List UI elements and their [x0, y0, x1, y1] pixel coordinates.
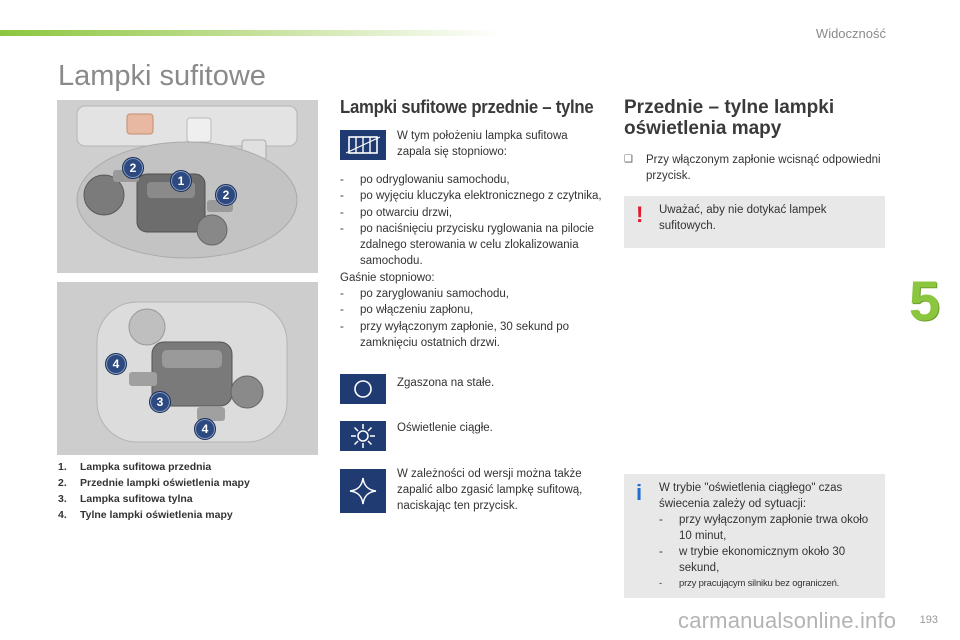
door-mode-icon — [340, 130, 386, 160]
list-item: - przy pracującym silniku bez ograniczeń. — [659, 578, 840, 589]
on-mode-icon — [340, 421, 386, 451]
legend-item: 4. Tylne lampki oświetlenia mapy — [58, 509, 233, 521]
map-lamps-heading: Przednie – tylne lampki oświetlenia mapy — [624, 97, 835, 139]
list-item: - po otwarciu drzwi, — [340, 206, 453, 219]
list-item: - po zaryglowaniu samochodu, — [340, 288, 509, 301]
info-intro: W trybie "oświetlenia ciągłego" czas świecenia zależy od sytuacji: — [659, 482, 843, 510]
off-mode-text: Zgaszona na stałe. — [397, 377, 495, 389]
front-rear-lamps-heading: Lampki sufitowe przednie – tylne — [340, 97, 594, 117]
callout-badge: 2 — [122, 157, 144, 179]
info-list — [659, 512, 877, 592]
warning-icon: ! — [636, 202, 644, 227]
lamp-behaviour-list — [340, 172, 610, 351]
warning-text: Uważać, aby nie dotykać lampek sufitowych. — [659, 204, 827, 232]
list-item: - przy wyłączonym zapłonie trwa około 10 minut, — [659, 514, 869, 542]
legend-item: 1. Lampka sufitowa przednia — [58, 461, 212, 473]
list-item: - po odryglowaniu samochodu, — [340, 174, 510, 186]
header-accent-bar — [0, 30, 500, 36]
list-item: - po wyjęciu kluczyka elektronicznego z czytnika, — [340, 190, 602, 203]
callout-badge: 2 — [215, 184, 237, 206]
instruction-step: ❑ Przy włączonym zapłonie wcisnąć odpowiedni przycisk. — [624, 154, 881, 182]
gradual-mode-text: W tym położeniu lampka sufitowa zapala się stopniowo: — [397, 130, 568, 158]
chapter-number: 5 — [908, 269, 940, 332]
callout-badge: 4 — [105, 353, 127, 375]
rear-console-illustration — [57, 282, 318, 455]
legend-item: 3. Lampka sufitowa tylna — [58, 493, 193, 505]
page-number: 193 — [919, 614, 938, 626]
watermark: carmanualsonline.info — [678, 608, 897, 633]
info-note — [624, 474, 885, 598]
off-heading: Gaśnie stopniowo: — [340, 271, 435, 284]
touch-mode-text: W zależności od wersji można także zapalić albo zgasić lampkę sufitową, naciskając ten przycisk. — [397, 468, 583, 512]
callout-badge: 4 — [194, 418, 216, 440]
figure-legend — [58, 459, 328, 523]
page-title: Lampki sufitowe — [58, 60, 266, 92]
checkbox-bullet-icon: ❑ — [624, 154, 633, 165]
rear-ceiling-lamp-photo — [57, 282, 318, 455]
list-item: - przy wyłączonym zapłonie, 30 sekund po zamknięciu ostatnich drzwi. — [340, 320, 570, 349]
callout-badge: 3 — [149, 391, 171, 413]
callout-badge: 1 — [170, 170, 192, 192]
list-item: - po włączeniu zapłonu, — [340, 304, 474, 317]
list-item: - w trybie ekonomicznym około 30 sekund, — [659, 546, 846, 574]
list-item: - po naciśnięciu przycisku ryglowania na pilocie zdalnego sterowania w celu zlokalizowania samochodu. — [340, 222, 594, 268]
legend-item: 2. Przednie lampki oświetlenia mapy — [58, 477, 250, 489]
front-ceiling-lamp-photo — [57, 100, 318, 273]
off-mode-icon — [340, 374, 386, 404]
on-mode-text: Oświetlenie ciągłe. — [397, 422, 493, 434]
touch-button-icon — [340, 469, 386, 513]
section-label: Widoczność — [815, 26, 886, 41]
info-icon: i — [636, 480, 643, 505]
warning-note — [624, 196, 885, 248]
